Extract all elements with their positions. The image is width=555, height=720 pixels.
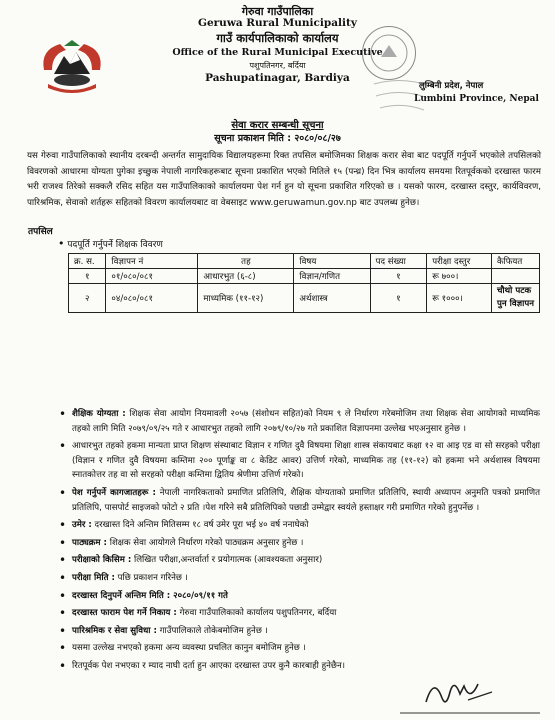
- list-item: • परीक्षाको किसिम : लिखित परीक्षा,अन्तर्वार्ता र प्रयोगात्मक (आवश्यकता अनुसार): [72, 553, 540, 568]
- notice-body: यस गेरुवा गाउँपालिकाको स्थानीय दरबन्दी अन्तर्गत सामुदायिक विद्यालयहरूमा रिक्त तपसिल बमोजिमका शिक्षक करार सेवा बाट पदपूर्ति गर्नुपर्ने भएकोले तपसिलको विवरणको आधारमा योग्यता पुगेका इच्छुक नेपाली नागरिकहरूबाट सूचना प्रकाशित भएको मितिले १५ (पन्ध्र) दिन भित्र कार्यालय समयमा रितपूर्वकको दरखास्त फारम भरी राजश्व तिरेको सक्कलै रसिद सहित यस गाउँपालिकाको कार्यालयमा पेश गर्न हुन यो सूचना प्रकाशित गरिएको छ । यसको फारम, दरखास्त दस्तुर, कार्यविवरण, पारिश्रमिक, सेवाको शर्तहरू सहितको विवरण कार्यालयबाट वा वेबसाइट www.geruwamun.gov.np बाट उपलब्ध हुनेछ।: [27, 151, 541, 208]
- list-item: • पाठ्यक्रम : शिक्षक सेवा आयोगले निर्धारण गरेको पाठ्यक्रम अनुसार हुनेछ ।: [72, 536, 540, 551]
- header-sn: क्र. स.: [69, 254, 106, 269]
- signature: [420, 672, 500, 712]
- header-office-ne: गाउँ कार्यपालिकाको कार्यालय: [216, 31, 339, 45]
- list-item: • रितपूर्वक पेश नभएका र म्याद नाघी दर्ता हुन आएका दरखास्त उपर कुनै कारबाही हुनेछैन।: [72, 659, 540, 674]
- signature-line: [400, 712, 540, 714]
- table-header-row: [69, 254, 540, 269]
- list-item: • उमेर : दरखास्त दिने अन्तिम मितिसम्म १८ वर्ष उमेर पूरा भई ४० वर्ष ननाघेको: [72, 518, 540, 533]
- header-subject: विषय: [294, 254, 370, 269]
- list-item: • यसमा उल्लेख नभएको हकमा अन्य व्यवस्था प्रचलित कानुन बमोजिम हुनेछ ।: [72, 641, 540, 656]
- header-office-en: Office of the Rural Municipal Executive: [172, 47, 383, 58]
- header-fee: परीक्षा दस्तुर: [427, 254, 492, 269]
- list-item: • आधारभुत तहको हकमा मान्यता प्राप्त शिक्षण संस्थाबाट विज्ञान र गणित दुवै विषयमा शिक्षा शास्त्र संकायबाट कक्षा १२ वा आइ एड वा सो सरहको परीक्षा (विज्ञान र गणित दुवै विषयमा कम्तिमा २०० पूर्णाङ्क वा ८ केडिट आवर) उत्तिर्ण गरेको, माध्यमिक तह (११-१२) को हकमा भने अर्थशास्त्र विषयमा स्नातकोत्तर तह वा सो सरहको परीक्षा कम्तिमा द्वितिय श्रेणीमा उत्तिर्ण गरेको।: [72, 439, 540, 483]
- remarks-cell: चौथो पटक पुन विज्ञापन: [491, 284, 539, 313]
- header-municipality-ne: गेरुवा गाउँपालिका: [241, 5, 314, 18]
- header-province-en: Lumbini Province, Nepal: [414, 94, 539, 104]
- list-item: • दरखास्त दिनुपर्ने अन्तिम मिति : २०८०/०९/११ गते: [72, 589, 540, 604]
- list-item: • दरखास्त फाराम पेश गर्ने निकाय : गेरुवा गाउँपालिकाको कार्यालय पशुपतिनगर, बर्दिया: [72, 606, 540, 621]
- list-item: • परीक्षा मिति : पछि प्रकाशन गरिनेछ ।: [72, 571, 540, 586]
- header-level: तह: [198, 254, 294, 269]
- header-municipality-en: Geruwa Rural Municipality: [198, 17, 357, 29]
- header-province-ne: लुम्बिनी प्रदेश, नेपाल: [419, 81, 484, 91]
- header-posts: पद संख्या: [370, 254, 427, 269]
- list-item: • पेश गर्नुपर्ने कागजातहरू : नेपाली नागरिकताको प्रमाणित प्रतिलिपि, शैक्षिक योग्यताको प्रमाणित प्रतिलिपि, स्थायी अध्यापन अनुमति पत्रको प्रमाणित प्रतिलिपि, पासपोर्ट साइजको फोटो २ प्रति ।पेश गरिने सबै प्रतिलिपिको पछाडी उम्मेद्वार स्वयंले हस्ताक्षर गरी प्रमाणित गरेको हुनुपर्नेछ ।: [72, 486, 540, 515]
- list-item: • शैक्षिक योग्यता : शिक्षक सेवा आयोग नियमावली २०५७ (संशोधन सहित)को नियम ९ ले निर्धारण गरेबमोजिम तथा शिक्षक सेवा आयोगको माध्यमिक तहको लागि मिति २०७९/०९/२५ गते र आधारभुत तहको लागि २०७९/१०/२७ गते प्रकाशित विज्ञापनमा उल्लेख भएअनुसार हुनेछ ।: [72, 407, 540, 436]
- header-remarks: कैफियत: [491, 254, 539, 269]
- header-ad-no: विज्ञापन नं: [106, 254, 198, 269]
- table-row: २ ०४/०८०/०८१ माध्यमिक (११-१२) अर्थशास्त्र १ रू १०००। चौथो पटक पुन विज्ञापन: [69, 284, 540, 313]
- publication-date: सूचना प्रकाशन मिति : २०८०/०८/२७: [214, 133, 341, 144]
- table-row: १ ०१/०८०/०८१ आधारभुत (६-८) विज्ञान/गणित १ रू ७००।: [69, 269, 540, 284]
- header-address-ne: पशुपतिनगर, बर्दिया: [249, 61, 306, 70]
- notice-title: सेवा करार सम्बन्धी सूचना: [231, 120, 324, 131]
- official-stamp: [362, 26, 416, 80]
- list-item: • पारिश्रमिक र सेवा सुविधा : गाउँपालिकाले तोकेबमोजिम हुनेछ ।: [72, 624, 540, 639]
- section-title: • पदपूर्ति गर्नुपर्ने शिक्षक विवरण: [58, 237, 163, 250]
- vacancy-table: [68, 253, 540, 313]
- header-address-en: Pashupatinagar, Bardiya: [205, 72, 350, 84]
- conditions-list: [72, 407, 540, 677]
- schedule-label: तपसिल: [28, 227, 53, 237]
